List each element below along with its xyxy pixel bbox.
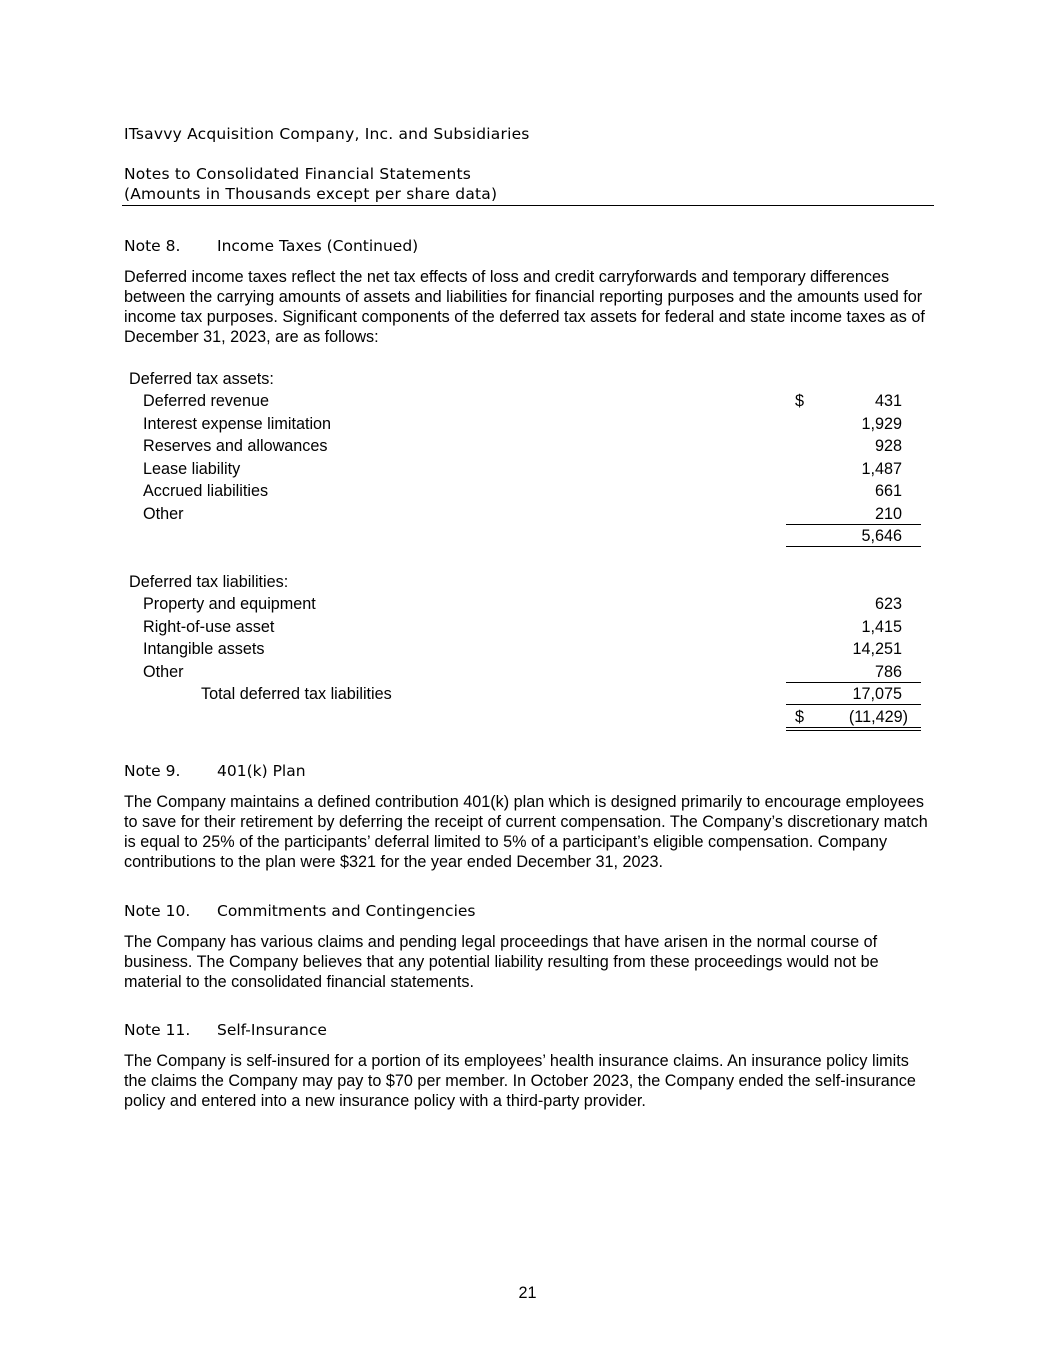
currency-symbol: $ <box>795 708 805 726</box>
liability-value: 786 <box>874 663 902 681</box>
net-deferred-tax: (11,429) <box>848 708 908 726</box>
liability-value: 623 <box>874 595 902 613</box>
subtotal-rule <box>786 524 921 525</box>
asset-value: 1,929 <box>861 415 902 433</box>
note10-title: Commitments and Contingencies <box>217 902 476 920</box>
liability-label: Intangible assets <box>143 640 265 658</box>
liability-label: Other <box>143 663 184 681</box>
company-name: ITsavvy Acquisition Company, Inc. and Subsidiaries <box>124 125 530 143</box>
note10-paragraph: The Company has various claims and pending legal proceedings that have arisen in the normal course of business. The Company believes that any potential liability resulting from these proceedings would not be material to the consolidated financial statements. <box>124 933 879 991</box>
double-rule-top <box>786 727 921 728</box>
liability-value: 14,251 <box>852 640 902 658</box>
asset-label: Deferred revenue <box>143 392 269 410</box>
note9-heading <box>124 762 306 780</box>
asset-value: 1,487 <box>861 460 902 478</box>
note8-number: Note 8. <box>124 237 181 255</box>
subtotal-rule <box>786 682 921 683</box>
liabilities-total-label: Total deferred tax liabilities <box>201 685 392 703</box>
liability-value: 1,415 <box>861 618 902 636</box>
liability-label: Property and equipment <box>143 595 316 613</box>
liabilities-total: 17,075 <box>852 685 902 703</box>
note11-heading <box>124 1021 327 1039</box>
page-number: 21 <box>518 1284 537 1302</box>
note8-paragraph: Deferred income taxes reflect the net tax effects of loss and credit carryforwards and temporary differences between the carrying amounts of assets and liabilities for financial reporting purposes and the amounts used for income tax purposes. Significant components of the deferred tax assets for federal and state income taxes as of December 31, 2023, are as follows: <box>124 268 925 346</box>
note10-heading <box>124 902 476 920</box>
assets-heading: Deferred tax assets: <box>129 370 274 388</box>
asset-label: Other <box>143 505 184 523</box>
note10-number: Note 10. <box>124 902 191 920</box>
document-subtitle: (Amounts in Thousands except per share data) <box>124 185 498 203</box>
document-title: Notes to Consolidated Financial Statements <box>124 165 472 183</box>
asset-label: Reserves and allowances <box>143 437 328 455</box>
note11-number: Note 11. <box>124 1021 191 1039</box>
liability-label: Right-of-use asset <box>143 618 275 636</box>
double-rule-bottom <box>786 730 921 731</box>
note11-paragraph: The Company is self-insured for a portion of its employees’ health insurance claims. An insurance policy limits the claims the Company may pay to $70 per member. In October 2023, the Company ended the self-insurance policy and entered into a new insurance policy with a third-party provider. <box>124 1052 916 1110</box>
note8-title: Income Taxes (Continued) <box>217 237 419 255</box>
asset-value: 431 <box>874 392 902 410</box>
note8-heading <box>124 237 418 255</box>
note9-title: 401(k) Plan <box>217 762 306 780</box>
subtotal-rule <box>786 704 921 705</box>
asset-label: Accrued liabilities <box>143 482 269 500</box>
assets-total: 5,646 <box>861 527 902 545</box>
liabilities-heading: Deferred tax liabilities: <box>129 573 289 591</box>
note9-number: Note 9. <box>124 762 181 780</box>
asset-value: 928 <box>874 437 902 455</box>
header-rule <box>122 205 934 206</box>
asset-value: 210 <box>874 505 902 523</box>
currency-symbol: $ <box>795 392 805 410</box>
asset-value: 661 <box>874 482 902 500</box>
total-rule <box>786 546 921 547</box>
note9-paragraph: The Company maintains a defined contribution 401(k) plan which is designed primarily to encourage employees to save for their retirement by deferring the receipt of current compensation. The Company’s discretionary match is equal to 25% of the participants’ deferral limited to 5% of a participant’s eligible compensation. Company contributions to the plan were $321 for the year ended December 31, 2023. <box>124 793 928 871</box>
asset-label: Lease liability <box>143 460 241 478</box>
asset-label: Interest expense limitation <box>143 415 332 433</box>
note11-title: Self-Insurance <box>217 1021 327 1039</box>
